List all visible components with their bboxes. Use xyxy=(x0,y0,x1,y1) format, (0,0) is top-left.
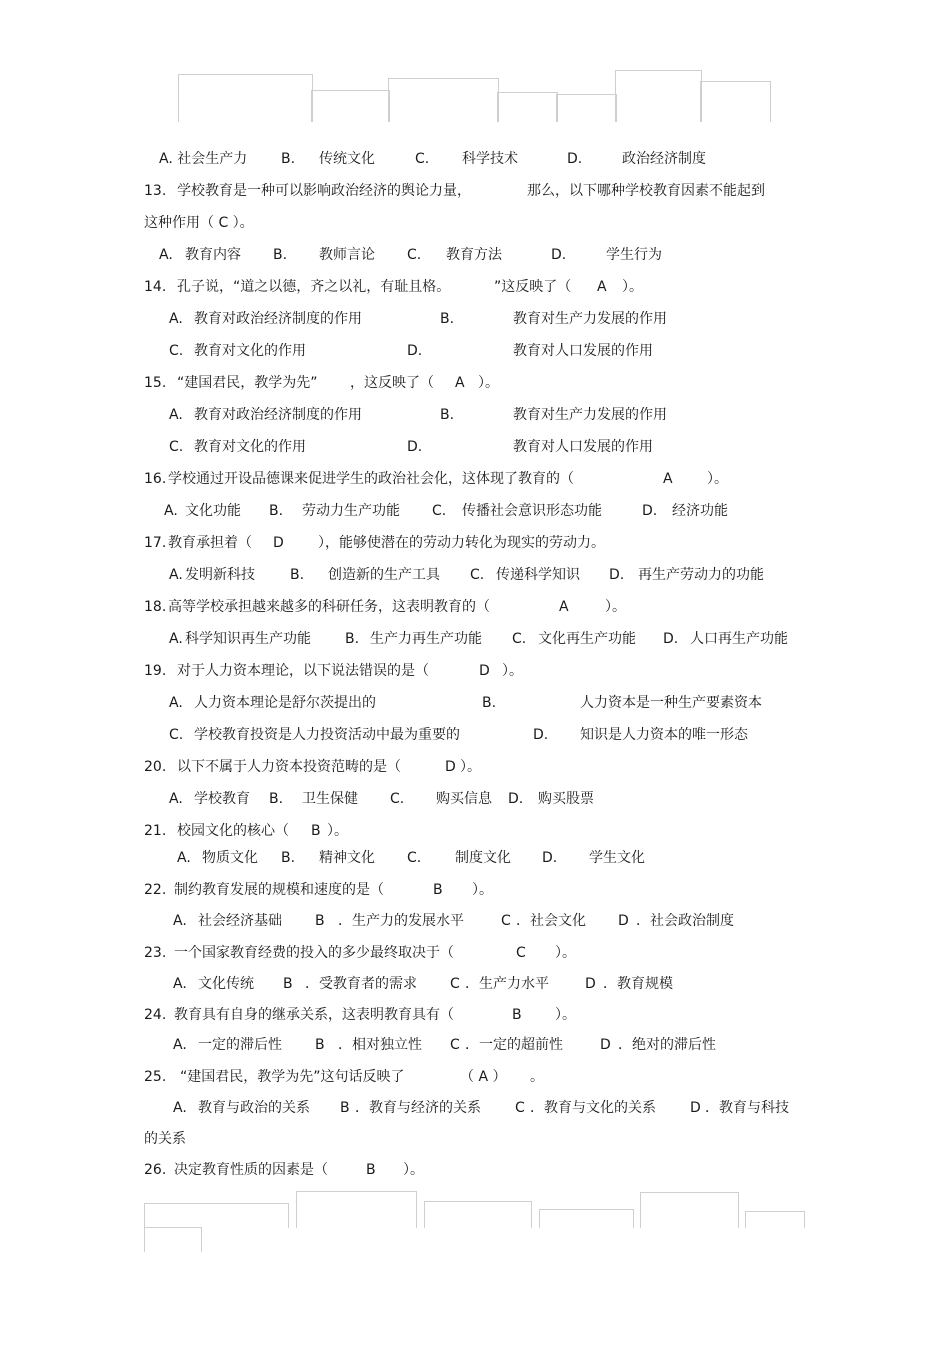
q23-option-d: ．教育规模 xyxy=(603,976,673,992)
q19-stem-text: 对于人力资本理论，以下说法错误的是（ xyxy=(177,663,429,679)
q13-option-b-letter: B. xyxy=(273,247,288,263)
q23-stem xyxy=(0,943,950,963)
q19-option-c: 学校教育投资是人力投资活动中最为重要的 xyxy=(194,727,460,743)
q24-option-a: 一定的滞后性 xyxy=(198,1037,282,1053)
q20-option-b: 卫生保健 xyxy=(302,791,358,807)
q25-stem-text: “建国君民，教学为先”这句话反映了 xyxy=(180,1069,405,1085)
q19-close: ）。 xyxy=(502,663,523,679)
q24-option-b-letter: B xyxy=(315,1037,325,1053)
q20-close: ）。 xyxy=(460,759,481,775)
q21-stem-text: 校园文化的核心（ xyxy=(177,823,289,839)
q21-option-a: 物质文化 xyxy=(202,850,258,866)
q25-option-b: ．教育与经济的关系 xyxy=(355,1100,481,1116)
q15-option-a: 教育对政治经济制度的作用 xyxy=(194,407,362,423)
q15-close: ）。 xyxy=(478,375,499,391)
q16-option-a-letter: A. xyxy=(164,503,178,519)
q13-stem-text-3: 这种作用（ C ）。 xyxy=(144,215,254,231)
q22-answer: B xyxy=(433,882,443,898)
q26-answer: B xyxy=(366,1162,376,1178)
q23-option-c-letter: C xyxy=(450,976,460,992)
q15-option-b-letter: B. xyxy=(440,407,455,423)
q13-option-c-letter: C. xyxy=(407,247,422,263)
q14-answer: A xyxy=(597,279,607,295)
q23-stem-text: 一个国家教育经费的投入的多少最终取决于（ xyxy=(174,945,454,961)
q24-option-d: ．绝对的滞后性 xyxy=(618,1037,716,1053)
q15-option-b: 教育对生产力发展的作用 xyxy=(513,407,667,423)
q12-option-c: 科学技术 xyxy=(462,151,518,167)
q19-option-a: 人力资本理论是舒尔茨提出的 xyxy=(194,695,376,711)
q14-close: ）。 xyxy=(622,279,643,295)
q24-option-a-letter: A. xyxy=(173,1037,187,1053)
q13-stem-text-2: 那么，以下哪种学校教育因素不能起到 xyxy=(527,183,765,199)
q14-stem-text-2: ”这反映了（ xyxy=(494,279,572,295)
q18-option-a: 科学知识再生产功能 xyxy=(185,631,311,647)
q14-options-cd xyxy=(0,341,950,361)
q14-options-ab xyxy=(0,309,950,329)
q18-option-a-letter: A. xyxy=(169,631,183,647)
q24-option-c: ．一定的超前性 xyxy=(465,1037,563,1053)
q23-option-d-letter: D xyxy=(585,976,596,992)
q21-option-d: 学生文化 xyxy=(589,850,645,866)
q20-answer: D xyxy=(445,759,456,775)
q15-stem-text: “建国君民，教学为先” xyxy=(177,375,318,391)
q25-answer: （ A ） xyxy=(460,1069,507,1085)
q15-stem-text-2: ，这反映了（ xyxy=(350,375,434,391)
q19-option-d-letter: D. xyxy=(533,727,549,743)
q17-answer: D xyxy=(273,535,284,551)
q13-stem-cont xyxy=(0,213,950,233)
q25-option-c-letter: C xyxy=(515,1100,525,1116)
q14-option-c: 教育对文化的作用 xyxy=(194,343,306,359)
q16-option-b: 劳动力生产功能 xyxy=(302,503,400,519)
q13-stem xyxy=(0,181,950,201)
q23-options xyxy=(0,974,950,994)
q21-option-c: 制度文化 xyxy=(455,850,511,866)
q13-option-c: 教育方法 xyxy=(446,247,502,263)
q23-option-c: ．生产力水平 xyxy=(465,976,549,992)
q23-close: ）。 xyxy=(555,945,576,961)
q15-answer: A xyxy=(455,375,465,391)
q21-stem xyxy=(0,821,950,841)
q17-option-d-letter: D. xyxy=(609,567,625,583)
q26-stem-text: 决定教育性质的因素是（ xyxy=(174,1162,328,1178)
q15-option-a-letter: A. xyxy=(169,407,183,423)
q17-number: 17. xyxy=(144,535,167,551)
q22-option-b: ．生产力的发展水平 xyxy=(338,913,464,929)
q14-option-b: 教育对生产力发展的作用 xyxy=(513,311,667,327)
q15-option-d-letter: D. xyxy=(407,439,423,455)
q24-option-c-letter: C xyxy=(450,1037,460,1053)
q20-option-a-letter: A. xyxy=(169,791,183,807)
q23-number: 23. xyxy=(144,945,167,961)
q12-option-d: 政治经济制度 xyxy=(622,151,706,167)
q18-stem-text: 高等学校承担越来越多的科研任务，这表明教育的（ xyxy=(168,599,490,615)
q17-option-c-letter: C. xyxy=(470,567,485,583)
q25-options xyxy=(0,1098,950,1118)
q24-answer: B xyxy=(512,1007,522,1023)
q23-option-b: ．受教育者的需求 xyxy=(305,976,417,992)
q19-option-b: 人力资本是一种生产要素资本 xyxy=(580,695,762,711)
q24-number: 24. xyxy=(144,1007,167,1023)
q26-close: ）。 xyxy=(403,1162,424,1178)
q22-number: 22. xyxy=(144,882,167,898)
q12-option-b: 传统文化 xyxy=(319,151,375,167)
q19-option-c-letter: C. xyxy=(169,727,184,743)
q25-stem xyxy=(0,1067,950,1087)
q16-options xyxy=(0,501,950,521)
q15-option-d: 教育对人口发展的作用 xyxy=(513,439,653,455)
q13-option-d-letter: D. xyxy=(551,247,567,263)
q16-option-d-letter: D. xyxy=(642,503,658,519)
q17-close: ），能够使潜在的劳动力转化为现实的劳动力。 xyxy=(318,535,605,551)
q13-option-b: 教师言论 xyxy=(319,247,375,263)
q14-stem-text: 孔子说，“道之以德，齐之以礼，有耻且格。 xyxy=(177,279,451,295)
q26-number: 26. xyxy=(144,1162,167,1178)
q14-option-c-letter: C. xyxy=(169,343,184,359)
q24-stem xyxy=(0,1005,950,1025)
q25-number: 25. xyxy=(144,1069,167,1085)
q17-option-b: 创造新的生产工具 xyxy=(328,567,440,583)
q18-option-d: 人口再生产功能 xyxy=(690,631,788,647)
q13-option-d: 学生行为 xyxy=(606,247,662,263)
q22-option-b-letter: B xyxy=(315,913,325,929)
q16-option-d: 经济功能 xyxy=(672,503,728,519)
q25-option-c: ．教育与文化的关系 xyxy=(530,1100,656,1116)
q18-answer: A xyxy=(559,599,569,615)
q23-option-b-letter: B xyxy=(283,976,293,992)
q20-number: 20. xyxy=(144,759,167,775)
q22-close: ）。 xyxy=(472,882,493,898)
q25-option-b-letter: B xyxy=(340,1100,350,1116)
q21-options xyxy=(0,848,950,868)
q13-option-a: 教育内容 xyxy=(185,247,241,263)
q15-option-c-letter: C. xyxy=(169,439,184,455)
q19-number: 19. xyxy=(144,663,167,679)
q22-option-c: ．社会文化 xyxy=(516,913,586,929)
q19-option-d: 知识是人力资本的唯一形态 xyxy=(580,727,748,743)
q21-option-d-letter: D. xyxy=(542,850,558,866)
q14-number: 14. xyxy=(144,279,167,295)
q18-options xyxy=(0,629,950,649)
q12-option-a: A. 社会生产力 xyxy=(159,151,248,167)
q21-option-a-letter: A. xyxy=(177,850,191,866)
q17-option-c: 传递科学知识 xyxy=(496,567,580,583)
q22-option-c-letter: C xyxy=(501,913,511,929)
q12-option-c-letter: C. xyxy=(415,151,430,167)
q22-option-a: 社会经济基础 xyxy=(198,913,282,929)
q21-answer: B xyxy=(311,823,321,839)
q15-options-ab xyxy=(0,405,950,425)
q24-option-d-letter: D xyxy=(600,1037,611,1053)
q18-option-c: 文化再生产功能 xyxy=(538,631,636,647)
q16-option-c: 传播社会意识形态功能 xyxy=(462,503,602,519)
q18-option-b-letter: B. xyxy=(345,631,360,647)
q17-options xyxy=(0,565,950,585)
q17-stem-text: 教育承担着（ xyxy=(168,535,252,551)
q16-option-a: 文化功能 xyxy=(185,503,241,519)
q13-option-a-letter: A. xyxy=(159,247,173,263)
q23-option-a: 文化传统 xyxy=(198,976,254,992)
q19-option-a-letter: A. xyxy=(169,695,183,711)
q17-option-b-letter: B. xyxy=(290,567,305,583)
q20-option-b-letter: B. xyxy=(269,791,284,807)
q16-stem xyxy=(0,469,950,489)
q13-number: 13. xyxy=(144,183,167,199)
q19-options-cd xyxy=(0,725,950,745)
q13-options xyxy=(0,245,950,265)
q22-options xyxy=(0,911,950,931)
q20-option-c: 购买信息 xyxy=(436,791,492,807)
q16-option-c-letter: C. xyxy=(432,503,447,519)
q14-option-a-letter: A. xyxy=(169,311,183,327)
q22-stem-text: 制约教育发展的规模和速度的是（ xyxy=(174,882,384,898)
q22-option-a-letter: A. xyxy=(173,913,187,929)
q25-option-a: 教育与政治的关系 xyxy=(198,1100,310,1116)
q17-option-a: 发明新科技 xyxy=(185,567,255,583)
q25-option-d-cont: 的关系 xyxy=(144,1131,186,1147)
q22-option-d-letter: D xyxy=(618,913,629,929)
q24-close: ）。 xyxy=(555,1007,576,1023)
q25-close: 。 xyxy=(530,1069,544,1085)
q16-close: ）。 xyxy=(707,471,728,487)
q23-answer: C xyxy=(516,945,526,961)
q12-options xyxy=(0,149,950,169)
q25-option-d: ．教育与科技 xyxy=(705,1100,789,1116)
q12-option-b-letter: B. xyxy=(281,151,296,167)
q16-number: 16. xyxy=(144,471,167,487)
q16-answer: A xyxy=(663,471,673,487)
q20-option-a: 学校教育 xyxy=(194,791,250,807)
q19-option-b-letter: B. xyxy=(482,695,497,711)
q21-option-b-letter: B. xyxy=(281,850,296,866)
q15-options-cd xyxy=(0,437,950,457)
q16-stem-text: 学校通过开设品德课来促进学生的政治社会化，这体现了教育的（ xyxy=(168,471,574,487)
q17-option-d: 再生产劳动力的功能 xyxy=(638,567,764,583)
q18-option-b: 生产力再生产功能 xyxy=(370,631,482,647)
q12-option-d-letter: D. xyxy=(567,151,583,167)
q18-option-c-letter: C. xyxy=(512,631,527,647)
q24-options xyxy=(0,1035,950,1055)
q21-option-b: 精神文化 xyxy=(319,850,375,866)
q25-option-a-letter: A. xyxy=(173,1100,187,1116)
q19-stem xyxy=(0,661,950,681)
q19-answer: D xyxy=(479,663,490,679)
q15-number: 15. xyxy=(144,375,167,391)
q22-option-d: ．社会政治制度 xyxy=(636,913,734,929)
q15-stem xyxy=(0,373,950,393)
q23-option-a-letter: A. xyxy=(173,976,187,992)
q20-stem-text: 以下不属于人力资本投资范畴的是（ xyxy=(177,759,401,775)
q26-stem xyxy=(0,1160,950,1180)
q20-option-d-letter: D. xyxy=(508,791,524,807)
q14-option-d-letter: D. xyxy=(407,343,423,359)
q18-close: ）。 xyxy=(605,599,626,615)
q14-option-d: 教育对人口发展的作用 xyxy=(513,343,653,359)
q18-number: 18. xyxy=(144,599,167,615)
q17-stem xyxy=(0,533,950,553)
q24-option-b: ．相对独立性 xyxy=(338,1037,422,1053)
q18-option-d-letter: D. xyxy=(663,631,679,647)
q22-stem xyxy=(0,880,950,900)
q24-stem-text: 教育具有自身的继承关系，这表明教育具有（ xyxy=(174,1007,454,1023)
q20-option-d: 购买股票 xyxy=(538,791,594,807)
q14-option-a: 教育对政治经济制度的作用 xyxy=(194,311,362,327)
q17-option-a-letter: A. xyxy=(169,567,183,583)
q25-option-d-letter: D xyxy=(690,1100,701,1116)
q16-option-b-letter: B. xyxy=(269,503,284,519)
q21-option-c-letter: C. xyxy=(407,850,422,866)
q13-stem-text: 学校教育是一种可以影响政治经济的舆论力量， xyxy=(177,183,471,199)
q15-option-c: 教育对文化的作用 xyxy=(194,439,306,455)
q14-stem xyxy=(0,277,950,297)
q20-option-c-letter: C. xyxy=(390,791,405,807)
q20-stem xyxy=(0,757,950,777)
q20-options xyxy=(0,789,950,809)
q14-option-b-letter: B. xyxy=(440,311,455,327)
q25-options-cont xyxy=(0,1129,950,1149)
q19-options-ab xyxy=(0,693,950,713)
q21-close: ）。 xyxy=(327,823,348,839)
q18-stem xyxy=(0,597,950,617)
q21-number: 21. xyxy=(144,823,167,839)
